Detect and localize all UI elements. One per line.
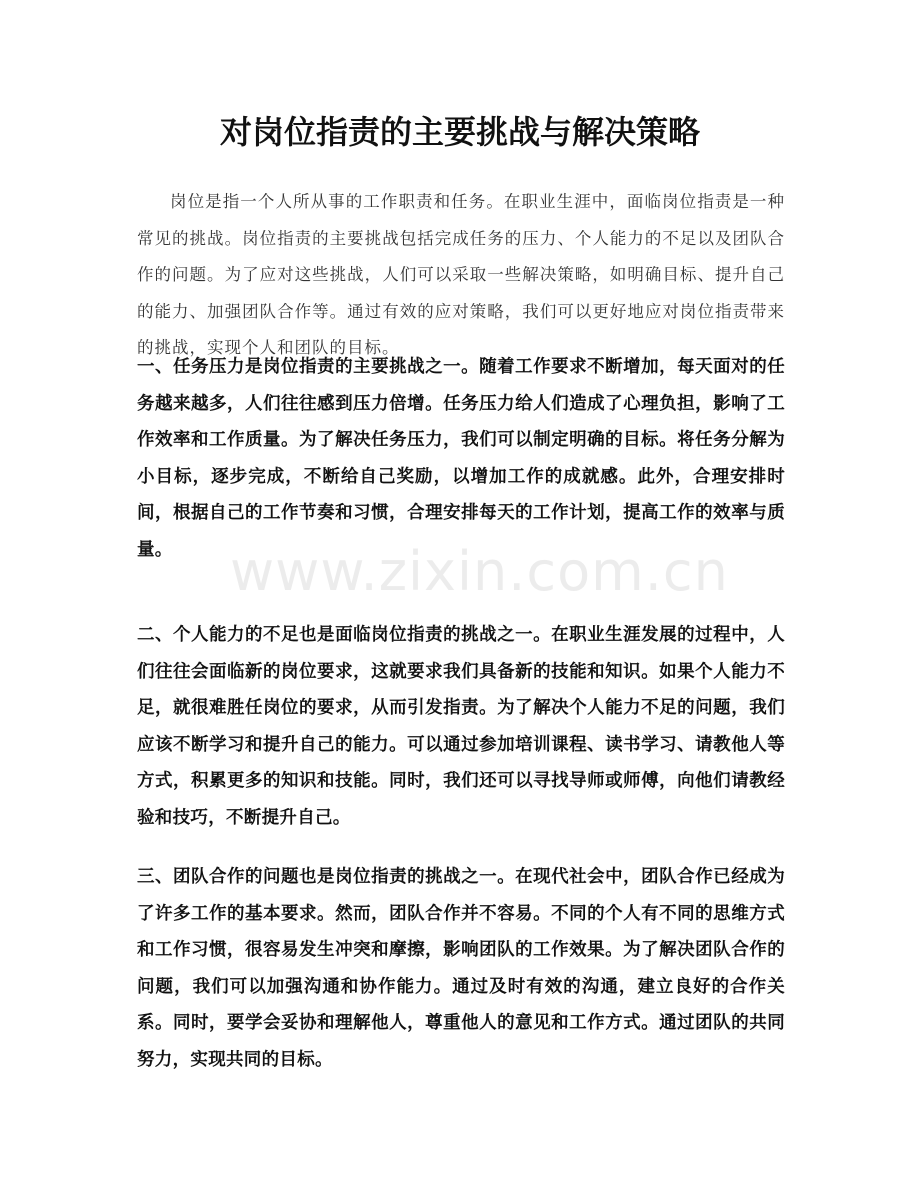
watermark: www.zixin.com.cn bbox=[230, 540, 729, 603]
document-title: 对岗位指责的主要挑战与解决策略 bbox=[219, 113, 700, 151]
section-paragraph-1: 一、任务压力是岗位指责的主要挑战之一。随着工作要求不断增加，每天面对的任务越来越多，人们往往感到压力倍增。任务压力给人们造成了心理负担，影响了工作效率和工作质量。为了解决任务压力，我们可以制定明确的目标。将任务分解为小目标，逐步完成，不断给自己奖励，以增加工作的成就感。此外，合理安排时间，根据自己的工作节奏和习惯，合理安排每天的工作计划，提高工作的效率与质量。 bbox=[137, 357, 785, 560]
section-paragraph-3: 三、团队合作的问题也是岗位指责的挑战之一。在现代社会中，团队合作已经成为了许多工作的基本要求。然而，团队合作并不容易。不同的个人有不同的思维方式和工作习惯，很容易发生冲突和摩擦，影响团队的工作效果。为了解决团队合作的问题，我们可以加强沟通和协作能力。通过及时有效的沟通，建立良好的合作关系。同时，要学会妥协和理解他人，尊重他人的意见和工作方式。通过团队的共同努力，实现共同的目标。 bbox=[137, 867, 785, 1070]
intro-paragraph: 岗位是指一个人所从事的工作职责和任务。在职业生涯中，面临岗位指责是一种常见的挑战。岗位指责的主要挑战包括完成任务的压力、个人能力的不足以及团队合作的问题。为了应对这些挑战，人们可以采取一些解决策略，如明确目标、提升自己的能力、加强团队合作等。通过有效的应对策略，我们可以更好地应对岗位指责带来的挑战，实现个人和团队的目标。 bbox=[137, 192, 785, 358]
section-paragraph-2: 二、个人能力的不足也是面临岗位指责的挑战之一。在职业生涯发展的过程中，人们往往会面临新的岗位要求，这就要求我们具备新的技能和知识。如果个人能力不足，就很难胜任岗位的要求，从而引发指责。为了解决个人能力不足的问题，我们应该不断学习和提升自己的能力。可以通过参加培训课程、读书学习、请教他人等方式，积累更多的知识和技能。同时，我们还可以寻找导师或师傅，向他们请教经验和技巧，不断提升自己。 bbox=[137, 625, 785, 828]
